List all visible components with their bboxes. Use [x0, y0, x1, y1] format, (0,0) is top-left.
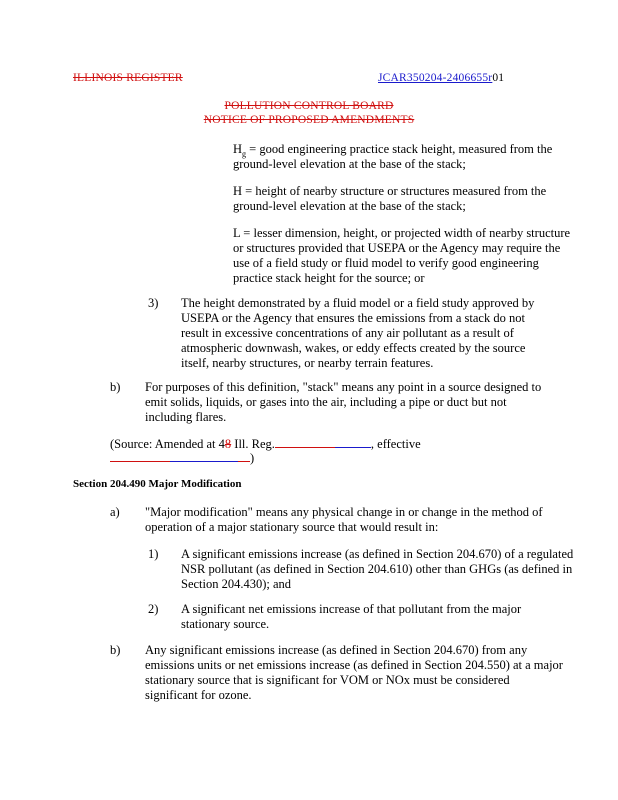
section-a2-number: 2) — [148, 602, 159, 616]
l-text-part2: may require the use of a field study or fluid model to verify good engineering practice stack height for the source; or — [233, 241, 561, 285]
section-a1-text: A significant emissions increase (as defined in Section 204.670) of a regulated NSR pollutant (as defined in Section 204.610) other than GHGs (as defined in Section 204.430); and — [181, 547, 574, 591]
section-b-text: Any significant emissions increase (as defined in Section 204.670) from any emissions units or net emissions increase (as defined in Section 204.550) at a major stationary source that is significant for VOM or NOx must be considered significant for ozone. — [145, 643, 563, 702]
source-date-blue-blank — [170, 449, 238, 462]
board-title: POLLUTION CONTROL BOARD — [224, 100, 394, 112]
section-b-number: b) — [110, 643, 121, 657]
jcar-code — [378, 72, 504, 84]
definition-l — [233, 226, 578, 286]
item-b-stack-text: For purposes of this definition, "stack" means any point in a source designed to emit solids, liquids, or gases into the air, including a pipe or duct but not including flares. — [145, 380, 542, 424]
hg-subscript: g — [242, 149, 247, 159]
source-note-line2 — [110, 449, 254, 466]
item-3-text: The height demonstrated by a fluid model or a field study approved by USEPA or the Agency that ensures the emissions from a stack do not result in excessive concentrations of any air pollutant as a result of atmospheric downwash, wakes, or eddy effects created by the source itself, nearby structures, or nearby terrain features. — [181, 296, 535, 370]
source-effective: , effective — [370, 437, 421, 451]
jcar-code-main: JCAR350204-2406655r — [378, 72, 493, 84]
jcar-code-suffix: 01 — [492, 72, 505, 84]
section-title: Section 204.490 Major Modification — [73, 478, 242, 490]
source-reg: Ill. Reg. — [231, 437, 275, 451]
definition-h: H = height of nearby structure or structures measured from the ground-level elevation at the base of the stack; — [233, 184, 547, 213]
source-close-paren: ) — [250, 451, 255, 465]
section-a2-text: A significant net emissions increase of that pollutant from the major stationary source. — [181, 602, 522, 631]
source-date-red-tail — [238, 449, 250, 462]
source-struck-number: 8 — [224, 437, 232, 451]
hg-symbol: H — [233, 142, 243, 156]
definition-hg — [233, 142, 578, 172]
hg-text: = good engineering practice stack height, measured from the ground-level elevation at the base of the stack; — [233, 142, 553, 171]
section-a-text: "Major modification" means any physical change in or change in the method of operation of a major stationary source that would result in: — [145, 505, 543, 534]
source-date-red-blank — [110, 449, 170, 462]
item-3-number: 3) — [148, 296, 159, 310]
l-text-part1: L = lesser dimension, height, or projected width of nearby structure or structures provided that USEPA or the Agency — [233, 226, 571, 255]
source-prefix: (Source: Amended at 4 — [110, 437, 225, 451]
register-title: ILLINOIS REGISTER — [73, 72, 183, 84]
source-red-blank — [275, 435, 335, 448]
source-blue-blank — [335, 435, 371, 448]
section-a1-number: 1) — [148, 547, 159, 561]
notice-title: NOTICE OF PROPOSED AMENDMENTS — [203, 114, 415, 126]
section-a-number: a) — [110, 505, 120, 519]
item-b-stack-number: b) — [110, 380, 121, 394]
